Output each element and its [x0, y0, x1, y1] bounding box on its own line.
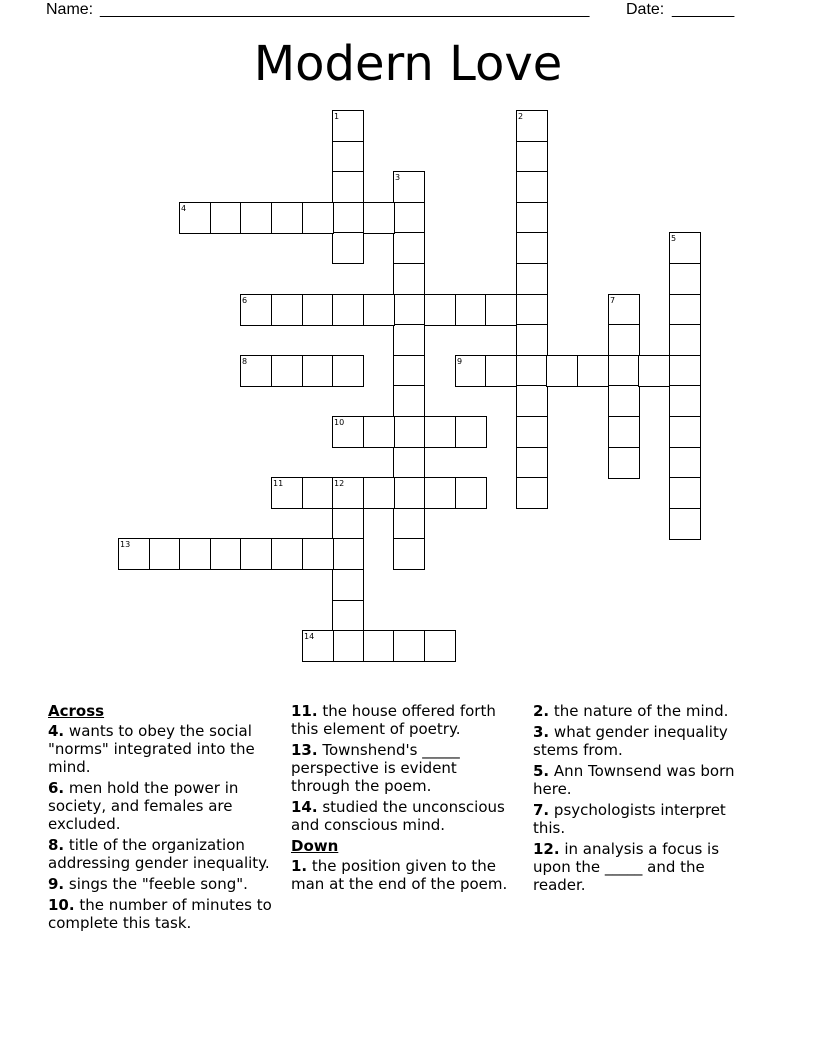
grid-cell[interactable]: [240, 538, 272, 570]
grid-cell[interactable]: [516, 477, 548, 509]
clue-number: 6.: [48, 779, 65, 797]
grid-cell[interactable]: [393, 538, 425, 570]
grid-cell[interactable]: [363, 477, 395, 509]
cell-number: 4: [181, 204, 187, 213]
grid-cell[interactable]: [210, 538, 242, 570]
clue-text: the nature of the mind.: [553, 702, 729, 720]
grid-cell[interactable]: [516, 141, 548, 173]
grid-cell[interactable]: [363, 294, 395, 326]
grid-cell[interactable]: [638, 355, 670, 387]
clue-number: 2.: [533, 702, 550, 720]
clues-column-3: [533, 702, 759, 897]
clue-number: 12.: [533, 840, 560, 858]
grid-cell[interactable]: [393, 232, 425, 264]
clue-number: 7.: [533, 801, 550, 819]
grid-cell[interactable]: [302, 477, 334, 509]
grid-cell[interactable]: [332, 569, 364, 601]
grid-cell[interactable]: [669, 508, 701, 540]
clue-down-1: [291, 857, 517, 893]
cell-number: 9: [457, 357, 463, 366]
grid-cell[interactable]: [516, 171, 548, 203]
clue-across-4: [48, 722, 274, 776]
grid-cell[interactable]: [608, 355, 640, 387]
clue-text: Townshend's _____ perspective is evident through the poem.: [291, 741, 460, 795]
cell-number: 10: [334, 418, 345, 427]
grid-cell[interactable]: [332, 600, 364, 632]
name-field[interactable]: _______________________________________________________: [100, 1, 590, 18]
clue-number: 13.: [291, 741, 318, 759]
grid-cell[interactable]: [608, 416, 640, 448]
clue-down-3: [533, 723, 759, 759]
grid-cell[interactable]: [424, 630, 456, 662]
grid-cell[interactable]: [669, 294, 701, 326]
grid-cell[interactable]: [516, 232, 548, 264]
clue-number: 8.: [48, 836, 65, 854]
grid-cell[interactable]: [393, 263, 425, 295]
grid-cell[interactable]: [393, 508, 425, 540]
grid-cell[interactable]: [179, 538, 211, 570]
grid-cell[interactable]: [332, 232, 364, 264]
grid-cell[interactable]: [516, 263, 548, 295]
grid-cell[interactable]: [669, 385, 701, 417]
grid-cell[interactable]: [363, 416, 395, 448]
clue-text: the number of minutes to complete this task.: [48, 896, 272, 932]
clue-number: 10.: [48, 896, 75, 914]
clue-across-9: [48, 875, 274, 893]
grid-cell[interactable]: [332, 538, 364, 570]
clue-number: 3.: [533, 723, 550, 741]
grid-cell[interactable]: [393, 385, 425, 417]
grid-cell[interactable]: [424, 294, 456, 326]
clue-text: what gender inequality stems from.: [533, 723, 728, 759]
clue-text: men hold the power in society, and females are excluded.: [48, 779, 239, 833]
grid-cell[interactable]: [669, 355, 701, 387]
name-label: Name:: [46, 1, 94, 18]
grid-cell[interactable]: [455, 416, 487, 448]
clue-number: 4.: [48, 722, 65, 740]
grid-cell[interactable]: [210, 202, 242, 234]
date-label: Date:: [626, 1, 665, 18]
grid-cell[interactable]: [271, 355, 303, 387]
clue-number: 5.: [533, 762, 550, 780]
grid-cell[interactable]: [455, 477, 487, 509]
grid-cell[interactable]: [240, 202, 272, 234]
grid-cell[interactable]: [516, 385, 548, 417]
clue-number: 1.: [291, 857, 308, 875]
cell-number: 11: [273, 479, 284, 488]
clue-text: in analysis a focus is upon the _____ and the reader.: [533, 840, 720, 894]
clue-number: 14.: [291, 798, 318, 816]
clues-column-2: [291, 702, 517, 896]
clue-text: Ann Townsend was born here.: [533, 762, 735, 798]
grid-cell[interactable]: [485, 294, 517, 326]
grid-cell[interactable]: [669, 263, 701, 295]
grid-cell[interactable]: [516, 416, 548, 448]
grid-cell[interactable]: [149, 538, 181, 570]
clue-down-5: [533, 762, 759, 798]
cell-number: 12: [334, 479, 345, 488]
grid-cell[interactable]: [302, 294, 334, 326]
clue-across-8: [48, 836, 274, 872]
date-field[interactable]: _______: [672, 1, 735, 18]
grid-cell[interactable]: [485, 355, 517, 387]
grid-cell[interactable]: [393, 630, 425, 662]
grid-cell[interactable]: [271, 294, 303, 326]
grid-cell[interactable]: [302, 202, 334, 234]
clue-down-2: [533, 702, 759, 720]
clue-text: studied the unconscious and conscious mind.: [291, 798, 505, 834]
grid-cell[interactable]: [271, 538, 303, 570]
grid-cell[interactable]: [332, 202, 364, 234]
clue-across-11: [291, 702, 517, 738]
cell-number: 7: [610, 296, 616, 305]
grid-cell[interactable]: [608, 324, 640, 356]
clue-text: wants to obey the social "norms" integrated into the mind.: [48, 722, 255, 776]
grid-cell[interactable]: [455, 294, 487, 326]
grid-cell[interactable]: [332, 355, 364, 387]
grid-cell[interactable]: [393, 447, 425, 479]
grid-cell[interactable]: [271, 202, 303, 234]
clues-column-1: [48, 702, 274, 935]
grid-cell[interactable]: [363, 202, 395, 234]
grid-cell[interactable]: [363, 630, 395, 662]
grid-cell[interactable]: [669, 324, 701, 356]
cell-number: 14: [304, 632, 315, 641]
cell-number: 3: [395, 173, 401, 182]
grid-cell[interactable]: [332, 171, 364, 203]
grid-cell[interactable]: [669, 477, 701, 509]
clue-number: 11.: [291, 702, 318, 720]
cell-number: 8: [242, 357, 248, 366]
grid-cell[interactable]: [516, 324, 548, 356]
clue-text: the position given to the man at the end of the poem.: [291, 857, 508, 893]
grid-cell[interactable]: [669, 447, 701, 479]
clue-across-6: [48, 779, 274, 833]
clue-down-12: [533, 840, 759, 894]
clue-across-14: [291, 798, 517, 834]
grid-cell[interactable]: [332, 508, 364, 540]
cell-number: 2: [518, 112, 524, 121]
grid-cell[interactable]: [669, 416, 701, 448]
grid-cell[interactable]: [393, 416, 425, 448]
grid-cell[interactable]: [608, 447, 640, 479]
grid-cell[interactable]: [332, 630, 364, 662]
grid-cell[interactable]: [393, 294, 425, 326]
grid-cell[interactable]: [424, 416, 456, 448]
grid-cell[interactable]: [302, 355, 334, 387]
grid-cell[interactable]: [608, 385, 640, 417]
grid-cell[interactable]: [516, 202, 548, 234]
clue-down-7: [533, 801, 759, 837]
clue-number: 9.: [48, 875, 65, 893]
grid-cell[interactable]: [302, 538, 334, 570]
clue-text: title of the organization addressing gender inequality.: [48, 836, 270, 872]
down-heading: Down: [291, 837, 339, 855]
grid-cell[interactable]: [577, 355, 609, 387]
grid-cell[interactable]: [393, 477, 425, 509]
grid-cell[interactable]: [393, 324, 425, 356]
grid-cell[interactable]: [424, 477, 456, 509]
cell-number: 6: [242, 296, 248, 305]
cell-number: 1: [334, 112, 340, 121]
clue-text: sings the "feeble song".: [68, 875, 248, 893]
grid-cell[interactable]: [393, 355, 425, 387]
clue-across-13: [291, 741, 517, 795]
grid-cell[interactable]: [546, 355, 578, 387]
grid-cell[interactable]: [332, 294, 364, 326]
clue-text: psychologists interpret this.: [533, 801, 726, 837]
across-heading: Across: [48, 702, 105, 720]
cell-number: 13: [120, 540, 131, 549]
grid-cell[interactable]: [516, 294, 548, 326]
grid-cell[interactable]: [332, 141, 364, 173]
cell-number: 5: [671, 234, 677, 243]
clue-across-10: [48, 896, 274, 932]
grid-cell[interactable]: [516, 447, 548, 479]
clue-text: the house offered forth this element of poetry.: [291, 702, 496, 738]
grid-cell[interactable]: [516, 355, 548, 387]
grid-cell[interactable]: [393, 202, 425, 234]
page-title: Modern Love: [253, 36, 563, 92]
